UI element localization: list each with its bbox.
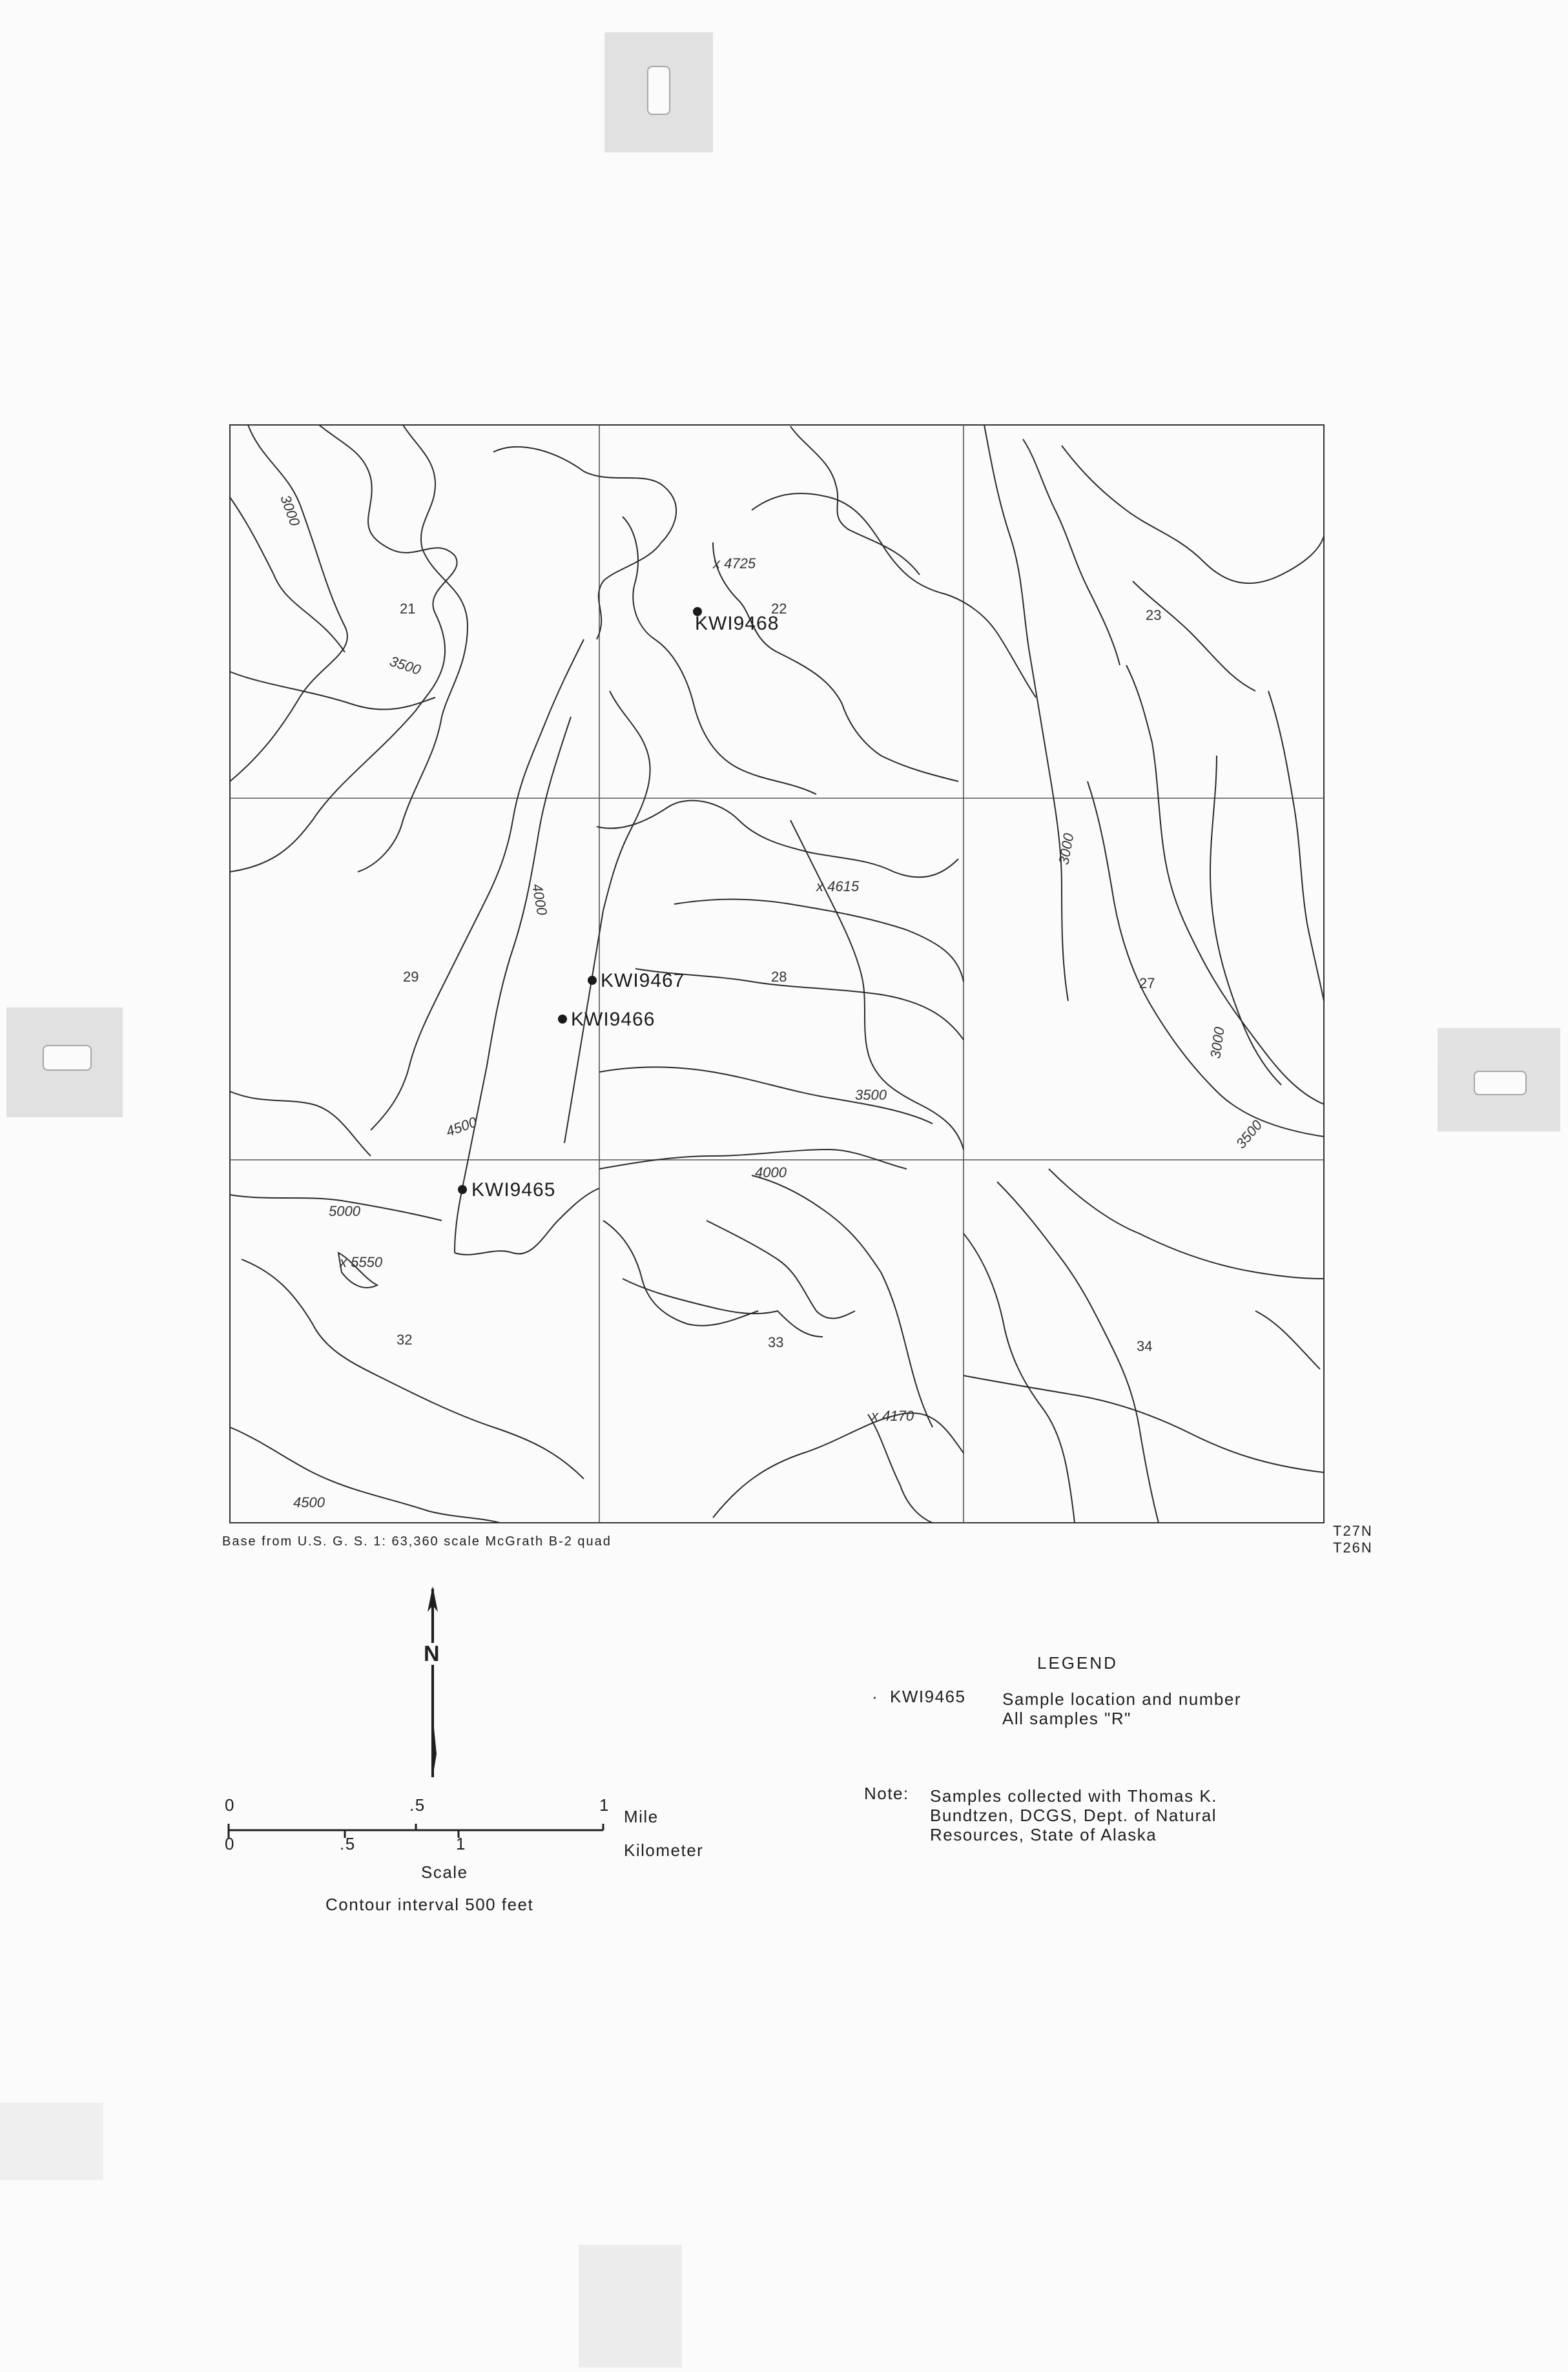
section-label-23: 23 <box>1146 607 1162 623</box>
section-label-34: 34 <box>1137 1338 1153 1354</box>
legend-sample-example: KWI9465 <box>890 1687 966 1706</box>
sample-label-kwi9466: KWI9466 <box>571 1009 655 1030</box>
legend-sample-symbol: · <box>872 1687 879 1706</box>
contour-interval-note: Contour interval 500 feet <box>325 1895 534 1914</box>
legend-sample-desc-1: Sample location and number <box>1002 1689 1241 1709</box>
section-label-22: 22 <box>771 601 787 617</box>
spot-elevation-4725: x 4725 <box>713 555 756 572</box>
contour-label-3000-e: 3000 <box>1207 1026 1228 1060</box>
mile-unit-label: Mile <box>624 1807 659 1826</box>
sample-label-kwi9465: KWI9465 <box>471 1179 556 1201</box>
township-north-label: T27N <box>1333 1523 1373 1539</box>
section-label-21: 21 <box>400 601 416 617</box>
scan-clip-right <box>1438 1028 1560 1131</box>
section-label-28: 28 <box>771 969 787 985</box>
legend-note-line-3: Resources, State of Alaska <box>930 1825 1157 1844</box>
sample-point-kwi9467 <box>588 976 597 985</box>
section-label-27: 27 <box>1139 975 1155 991</box>
north-arrow-icon <box>420 1586 446 1780</box>
map-svg <box>222 420 1337 1532</box>
contour-label-4500-c: 4500 <box>444 1113 479 1140</box>
north-arrow-label: N <box>424 1642 440 1666</box>
contour-label-4000-c: 4000 <box>755 1164 787 1181</box>
km-tick-0: 0 <box>225 1834 235 1853</box>
base-source-caption: Base from U.S. G. S. 1: 63,360 scale McGrath B-2 quad <box>222 1534 612 1549</box>
km-tick-1: 1 <box>456 1834 466 1853</box>
scan-smudge-bottom-left <box>0 2103 103 2180</box>
scan-clip-top <box>604 32 713 152</box>
contour-label-3000-ne: 3000 <box>1055 832 1077 866</box>
mile-tick-half: .5 <box>409 1795 426 1815</box>
sample-locations <box>458 607 779 1201</box>
km-unit-label: Kilometer <box>624 1841 704 1860</box>
sample-label-kwi9467: KWI9467 <box>601 970 685 991</box>
contour-label-3500-e: 3500 <box>1232 1117 1266 1152</box>
topographic-map <box>222 420 1337 1532</box>
legend-note-line-1: Samples collected with Thomas K. <box>930 1786 1217 1806</box>
section-label-32: 32 <box>397 1332 413 1348</box>
contour-label-3500-nw: 3500 <box>387 652 423 678</box>
contour-label-4000-w: 4000 <box>529 882 551 917</box>
township-south-label: T26N <box>1333 1540 1373 1556</box>
north-arrow <box>420 1586 446 1780</box>
scale-caption: Scale <box>421 1862 468 1882</box>
scan-clip-bottom <box>579 2245 682 2367</box>
mile-tick-1: 1 <box>599 1795 610 1815</box>
sample-label-kwi9468: KWI9468 <box>695 613 779 634</box>
contour-label-3500-c: 3500 <box>855 1087 887 1103</box>
section-label-33: 33 <box>768 1334 784 1350</box>
sample-point-kwi9465 <box>458 1185 467 1194</box>
legend-title: LEGEND <box>1037 1653 1118 1673</box>
spot-elevation-4615: x 4615 <box>816 878 860 894</box>
km-tick-half: .5 <box>340 1834 356 1853</box>
scan-clip-left <box>6 1007 123 1117</box>
contour-label-4500-sw: 4500 <box>293 1494 325 1511</box>
spot-elevation-5550: x 5550 <box>340 1254 383 1270</box>
legend-note-label: Note: <box>864 1784 909 1803</box>
mile-tick-0: 0 <box>225 1795 235 1815</box>
legend-note-line-2: Bundtzen, DCGS, Dept. of Natural <box>930 1806 1217 1825</box>
sample-point-kwi9466 <box>558 1015 567 1024</box>
spot-elevation-4170: x 4170 <box>871 1408 914 1424</box>
section-label-29: 29 <box>403 969 419 985</box>
contour-label-3000-nw: 3000 <box>277 493 304 528</box>
contour-label-5000-sw: 5000 <box>329 1203 360 1219</box>
legend-sample-desc-2: All samples "R" <box>1002 1709 1131 1728</box>
